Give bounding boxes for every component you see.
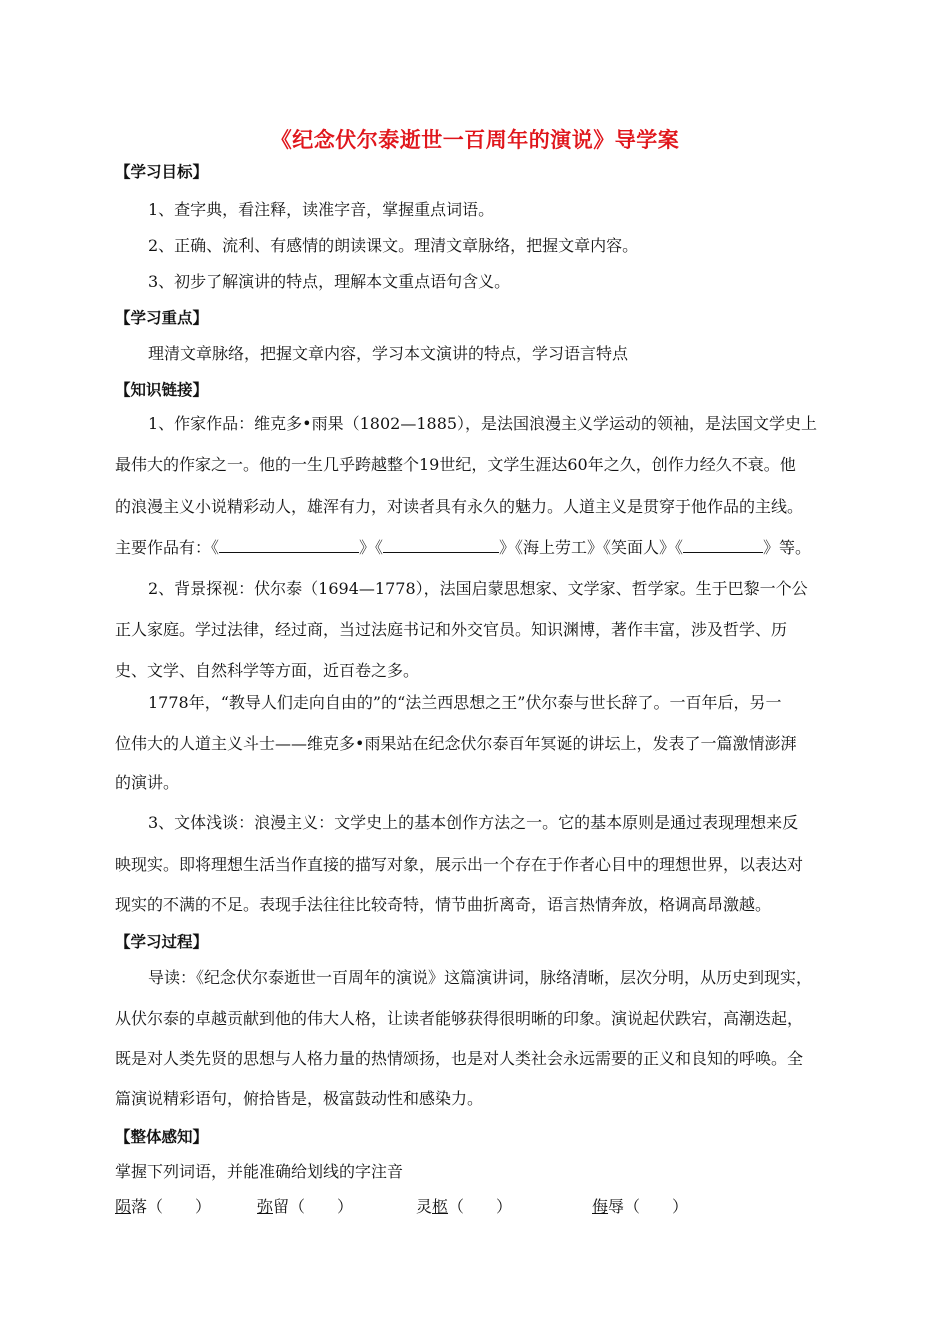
fill-in-blank[interactable] xyxy=(383,536,499,553)
paragraph-line: 2、背景探视：伏尔泰（1694—1778），法国启蒙思想家、文学家、哲学家。生于巴黎一个公 xyxy=(148,579,808,598)
vocab-item: 侮辱（ ） xyxy=(592,1197,689,1216)
underlined-char: 陨 xyxy=(115,1197,132,1216)
paragraph-line: 正人家庭。学过法律，经过商，当过法庭书记和外交官员。知识渊博，著作丰富，涉及哲学、历 xyxy=(115,620,788,639)
underlined-char: 侮 xyxy=(592,1197,609,1216)
paragraph-line: 最伟大的作家之一。他的一生几乎跨越整个19世纪，文学生涯达60年之久，创作力经久不衰。他 xyxy=(115,455,796,474)
paragraph-line: 3、文体浅谈：浪漫主义：文学史上的基本创作方法之一。它的基本原则是通过表现理想来反 xyxy=(148,813,799,832)
goals-heading: 【学习目标】 xyxy=(115,163,209,181)
paragraph-line: 的浪漫主义小说精彩动人，雄浑有力，对读者具有永久的魅力。人道主义是贯穿于他作品的主线。 xyxy=(115,497,804,516)
works-fill-in-line xyxy=(115,536,840,560)
overall-heading: 【整体感知】 xyxy=(115,1128,209,1146)
goal-item: 3、初步了解演讲的特点，理解本文重点语句含义。 xyxy=(148,272,511,291)
works-suffix: 》等。 xyxy=(763,538,812,557)
works-separator: 》《 xyxy=(359,538,384,557)
paragraph-line: 映现实。即将理想生活当作直接的描写对象，展示出一个存在于作者心目中的理想世界，以表达对 xyxy=(115,855,804,874)
paragraph-line: 现实的不满的不足。表现手法往往比较奇特，情节曲折离奇，语言热情奔放，格调高昂激越。 xyxy=(115,895,772,914)
overall-instruction: 掌握下列词语，并能准确给划线的字注音 xyxy=(115,1162,404,1181)
fill-in-blank[interactable] xyxy=(683,536,763,553)
works-separator: 》《海上劳工》《笑面人》《 xyxy=(499,538,684,557)
fill-in-blank[interactable] xyxy=(219,536,359,553)
paragraph-line: 1、作家作品：维克多•雨果（1802—1885），是法国浪漫主义学运动的领袖，是法国文学史上 xyxy=(148,414,818,433)
paragraph-line: 1778年，“教导人们走向自由的”的“法兰西思想之王”伏尔泰与世长辞了。一百年后，另一 xyxy=(148,693,782,712)
goal-item: 2、正确、流利、有感情的朗读课文。理清文章脉络，把握文章内容。 xyxy=(148,236,639,255)
paragraph-line: 导读：《纪念伏尔泰逝世一百周年的演说》这篇演讲词，脉络清晰，层次分明，从历史到现实， xyxy=(148,968,813,987)
underlined-char: 弥 xyxy=(257,1197,274,1216)
vocab-item: 弥留（ ） xyxy=(257,1197,354,1216)
paragraph-line: 史、文学、自然科学等方面，近百卷之多。 xyxy=(115,661,420,680)
focus-text: 理清文章脉络，把握文章内容，学习本文演讲的特点，学习语言特点 xyxy=(148,344,629,363)
vocab-item: 陨落（ ） xyxy=(115,1197,212,1216)
underlined-char: 柩 xyxy=(432,1197,449,1216)
works-prefix: 主要作品有：《 xyxy=(115,538,220,557)
paragraph-line: 的演讲。 xyxy=(115,773,180,792)
process-heading: 【学习过程】 xyxy=(115,933,209,951)
paragraph-line: 既是对人类先贤的思想与人格力量的热情颂扬，也是对人类社会永远需要的正义和良知的呼唤。全 xyxy=(115,1049,804,1068)
knowledge-heading: 【知识链接】 xyxy=(115,381,209,399)
vocab-item: 灵柩（ ） xyxy=(416,1197,513,1216)
paragraph-line: 从伏尔泰的卓越贡献到他的伟大人格，让读者能够获得很明晰的印象。演说起伏跌宕，高潮迭起， xyxy=(115,1009,804,1028)
goal-item: 1、查字典，看注释，读准字音，掌握重点词语。 xyxy=(148,200,495,219)
paragraph-line: 篇演说精彩语句，俯拾皆是，极富鼓动性和感染力。 xyxy=(115,1089,484,1108)
document-title: 《纪念伏尔泰逝世一百周年的演说》导学案 xyxy=(270,128,680,152)
focus-heading: 【学习重点】 xyxy=(115,309,209,327)
paragraph-line: 位伟大的人道主义斗士——维克多•雨果站在纪念伏尔泰百年冥诞的讲坛上，发表了一篇激情澎湃 xyxy=(115,734,797,753)
